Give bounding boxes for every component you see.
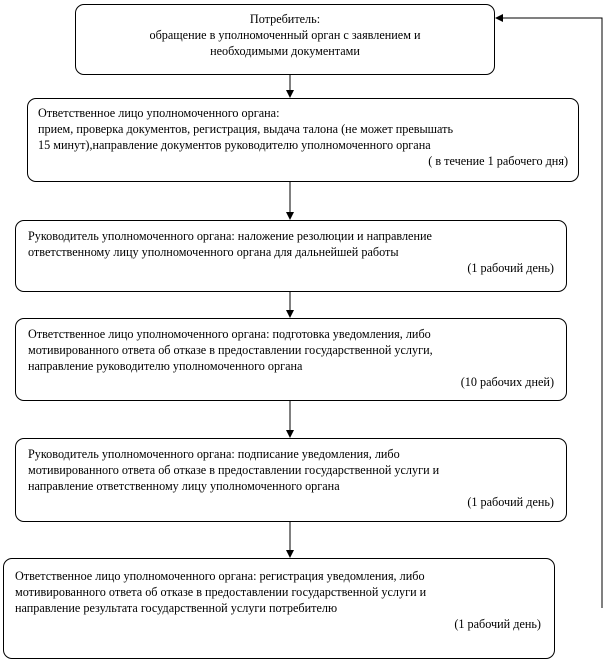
step-text-line: направление результата государственной услуги потребителю [15,601,338,615]
step-notification-preparation [15,318,567,401]
step-duration: (1 рабочий день) [467,495,554,509]
step-document-reception [27,98,579,182]
step-text-line: Ответственное лицо уполномоченного органа: подготовка уведомления, либо [28,327,431,341]
step-text-line: ответственному лицу уполномоченного органа для дальнейшей работы [28,245,399,259]
step-duration: (1 рабочий день) [467,261,554,275]
step-resolution [15,220,567,292]
step-duration: (10 рабочих дней) [460,375,554,389]
step-text-line: мотивированного ответа об отказе в предоставлении государственной услуги и [15,585,427,599]
step-consumer-request [75,4,495,75]
step-text-line: Руководитель уполномоченного органа: подписание уведомления, либо [28,447,400,461]
step-text-line: необходимыми документами [210,44,360,58]
step-notification-signing [15,438,567,522]
step-text-line: направление ответственному лицу уполномоченного органа [28,479,340,493]
step-text-line: Потребитель: [249,12,321,26]
step-text-line: Руководитель уполномоченного органа: наложение резолюции и направление [28,229,432,243]
step-text-line: 15 минут),направление документов руководителю уполномоченного органа [38,138,431,152]
step-duration: (1 рабочий день) [454,617,541,631]
step-text-line: прием, проверка документов, регистрация, выдача талона (не может превышать [38,122,454,136]
step-result-delivery [3,558,555,659]
step-text-line: Ответственное лицо уполномоченного органа: [38,106,280,120]
step-text-line: обращение в уполномоченный орган с заявлением и [149,28,421,42]
step-text-line: мотивированного ответа об отказе в предоставлении государственной услуги и [28,463,440,477]
step-duration: ( в течение 1 рабочего дня) [428,154,568,168]
step-text-line: мотивированного ответа об отказе в предоставлении государственной услуги, [28,343,433,357]
step-text-line: направление руководителю уполномоченного органа [28,359,303,373]
step-text-line: Ответственное лицо уполномоченного органа: регистрация уведомления, либо [15,569,425,583]
